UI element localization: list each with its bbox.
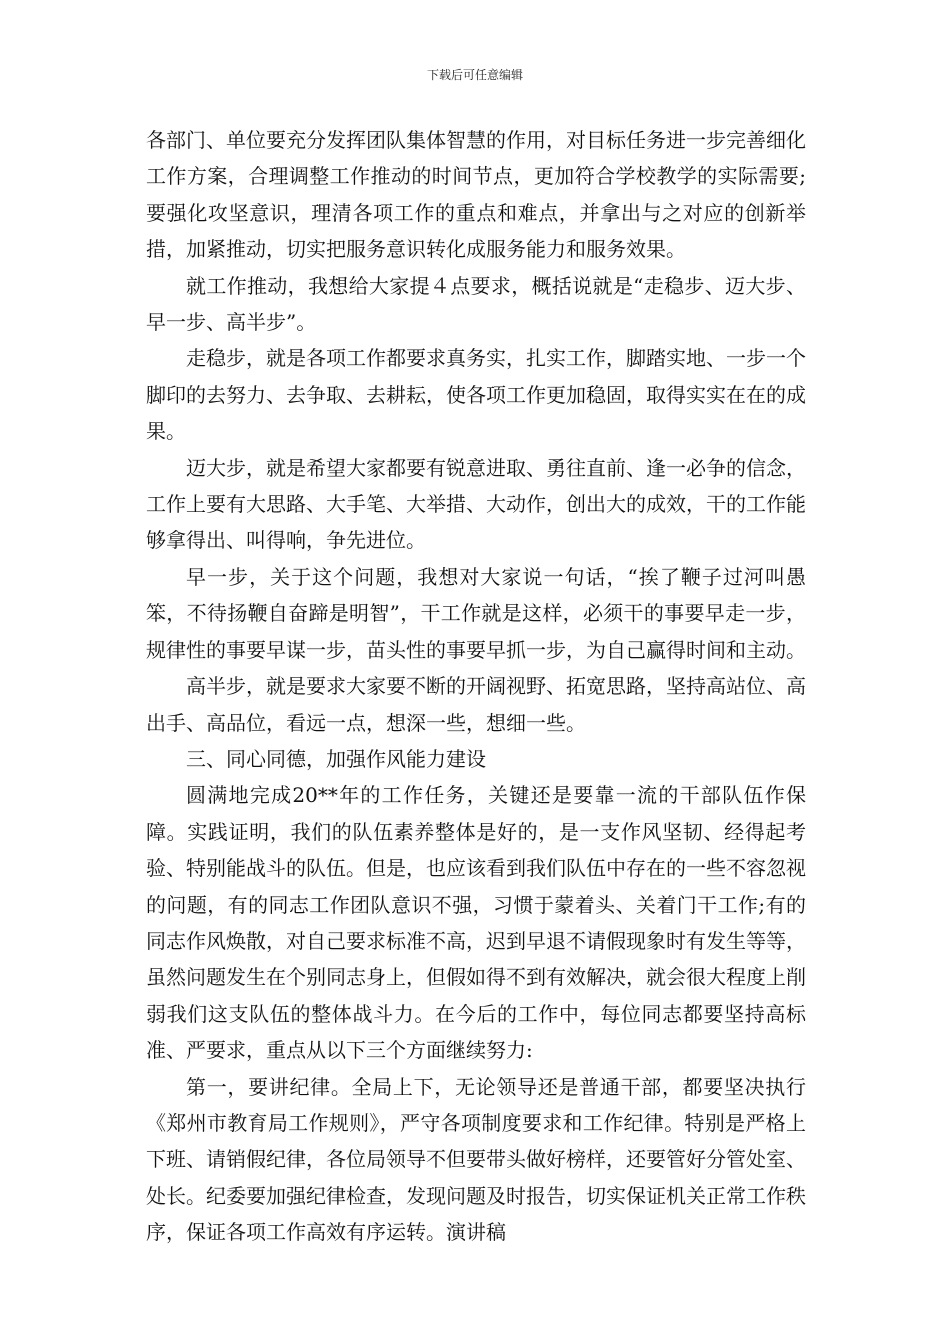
- paragraph-3: 走稳步，就是各项工作都要求真务实，扎实工作，脚踏实地、一步一个脚印的去努力、去争取、去耕耘，使各项工作更加稳固，取得实实在在的成果。: [146, 346, 806, 444]
- page-header: 下载后可任意编辑: [426, 68, 523, 82]
- paragraph-2: 就工作推动，我想给大家提４点要求，概括说就是“走稳步、迈大步、早一步、高半步”。: [146, 273, 806, 335]
- paragraph-6: 高半步，就是要求大家要不断的开阔视野、拓宽思路，坚持高站位、高出手、高品位，看远一点，想深一些，想细一些。: [146, 674, 806, 735]
- paragraph-1: 各部门、单位要充分发挥团队集体智慧的作用，对目标任务进一步完善细化工作方案，合理调整工作推动的时间节点，更加符合学校教学的实际需要;要强化攻坚意识，理清各项工作的重点和难点，并拿出与之对应的创新举措，加紧推动，切实把服务意识转化成服务能力和服务效果。: [146, 128, 806, 262]
- paragraph-7: 圆满地完成20**年的工作任务，关键还是要靠一流的干部队伍作保障。实践证明，我们的队伍素养整体是好的，是一支作风坚韧、经得起考验、特别能战斗的队伍。但是，也应该看到我们队伍中存在的一些不容忽视的问题，有的同志工作团队意识不强，习惯于蒙着头、关着门干工作;有的同志作风焕散，对自己要求标准不高，迟到早退不请假现象时有发生等等，虽然问题发生在个别同志身上，但假如得不到有效解决，就会很大程度上削弱我们这支队伍的整体战斗力。在今后的工作中，每位同志都要坚持高标准、严要求，重点从以下三个方面继续努力:: [146, 783, 806, 1063]
- document-body: [146, 122, 806, 1251]
- section-heading: 三、同心同德，加强作风能力建设: [186, 746, 486, 771]
- paragraph-8: 第一，要讲纪律。全局上下，无论领导还是普通干部，都要坚决执行《郑州市教育局工作规则》，严守各项制度要求和工作纪律。特别是严格上下班、请销假纪律，各位局领导不但要带头做好榜样，还要管好分管处室、处长。纪委要加强纪律检查，发现问题及时报告，切实保证机关正常工作秩序，保证各项工作高效有序运转。演讲稿: [146, 1074, 806, 1245]
- paragraph-5: 早一步，关于这个问题，我想对大家说一句话，“挨了鞭子过河叫愚笨，不待扬鞭自奋蹄是明智”，干工作就是这样，必须干的事要早走一步，规律性的事要早谋一步，苗头性的事要早抓一步，为自己赢得时间和主动。: [146, 564, 806, 662]
- paragraph-4: 迈大步，就是希望大家都要有锐意进取、勇往直前、逢一必争的信念，工作上要有大思路、大手笔、大举措、大动作，创出大的成效，干的工作能够拿得出、叫得响，争先进位。: [146, 455, 806, 553]
